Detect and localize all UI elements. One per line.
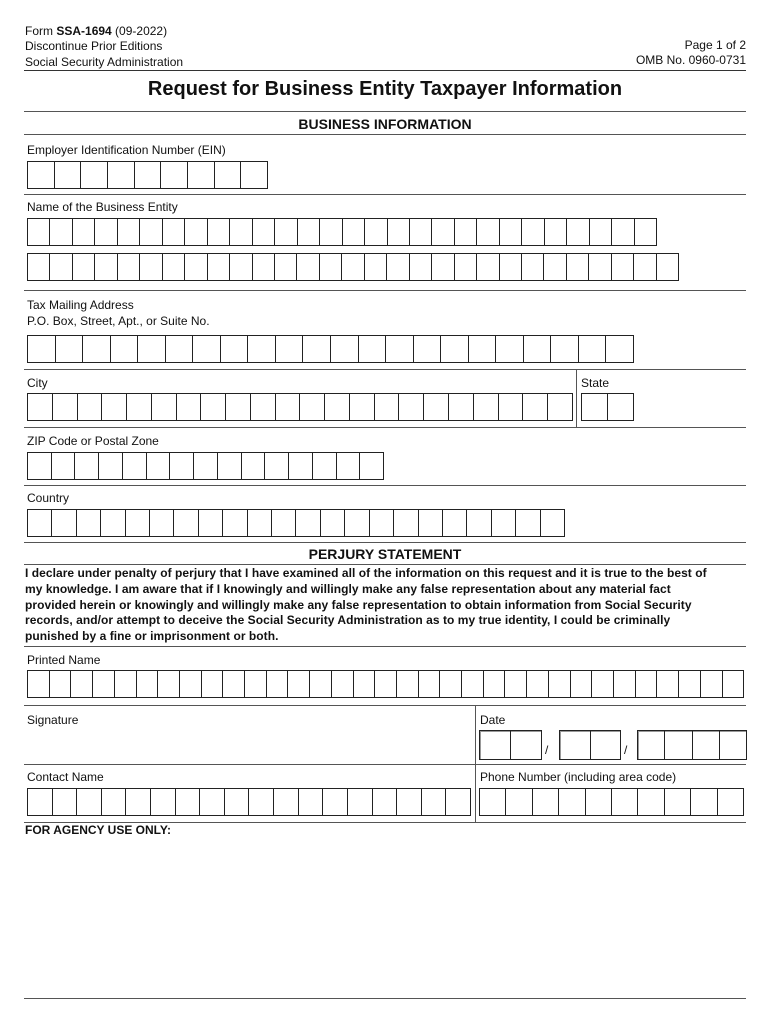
char-box[interactable] <box>446 789 470 815</box>
char-box[interactable] <box>99 453 123 479</box>
char-box[interactable] <box>95 219 117 245</box>
page-number: Page 1 of 2 <box>684 38 746 52</box>
char-box[interactable] <box>276 336 304 362</box>
char-box[interactable] <box>185 254 207 280</box>
address-divider <box>24 369 746 370</box>
char-box[interactable] <box>354 671 376 697</box>
char-box[interactable] <box>348 789 373 815</box>
char-box[interactable] <box>147 453 171 479</box>
char-box[interactable] <box>248 510 272 536</box>
char-box[interactable] <box>274 789 299 815</box>
char-box[interactable] <box>200 789 225 815</box>
char-box[interactable] <box>140 219 162 245</box>
char-box[interactable] <box>567 254 589 280</box>
char-box[interactable] <box>657 671 679 697</box>
char-box[interactable] <box>225 789 250 815</box>
char-box[interactable] <box>559 789 585 815</box>
char-box[interactable] <box>223 510 247 536</box>
char-box[interactable] <box>127 394 152 420</box>
perjury-line: punished by a fine or imprisonment or both. <box>25 629 279 644</box>
char-box[interactable] <box>152 394 177 420</box>
char-box[interactable] <box>638 789 664 815</box>
char-box[interactable] <box>691 789 717 815</box>
zip-input[interactable] <box>27 452 384 480</box>
char-box[interactable] <box>77 789 102 815</box>
address-sublabel: P.O. Box, Street, Apt., or Suite No. <box>27 314 210 328</box>
char-box[interactable] <box>589 254 611 280</box>
state-label: State <box>581 376 610 390</box>
char-box[interactable] <box>102 789 127 815</box>
char-box[interactable] <box>474 394 499 420</box>
omb-number: OMB No. 0960-0731 <box>635 53 746 67</box>
char-box[interactable] <box>150 510 174 536</box>
char-box[interactable] <box>548 394 572 420</box>
char-box[interactable] <box>492 510 516 536</box>
char-box[interactable] <box>276 394 301 420</box>
char-box[interactable] <box>386 336 414 362</box>
char-box[interactable] <box>505 671 527 697</box>
char-box[interactable] <box>101 510 125 536</box>
char-box[interactable] <box>332 671 354 697</box>
date-label: Date <box>480 713 506 727</box>
char-box[interactable] <box>394 510 418 536</box>
char-box[interactable] <box>410 219 432 245</box>
char-box[interactable] <box>50 254 72 280</box>
char-box[interactable] <box>551 336 579 362</box>
page-title: Request for Business Entity Taxpayer Information <box>147 78 623 100</box>
char-box[interactable] <box>118 254 140 280</box>
char-box[interactable] <box>28 789 53 815</box>
char-box[interactable] <box>123 453 147 479</box>
char-box[interactable] <box>71 671 93 697</box>
business-info-heading: BUSINESS INFORMATION <box>298 116 472 132</box>
char-box[interactable] <box>337 453 361 479</box>
char-box[interactable] <box>28 254 50 280</box>
perjury-line: provided herein or knowingly and willingly make any false representation to obtain information from Social Security <box>25 597 692 612</box>
char-box[interactable] <box>397 789 422 815</box>
char-box[interactable] <box>303 336 331 362</box>
char-box[interactable] <box>388 219 410 245</box>
country-input[interactable] <box>27 509 565 537</box>
city-divider <box>24 427 746 428</box>
char-box[interactable] <box>194 453 218 479</box>
title-divider <box>24 111 746 112</box>
char-box[interactable] <box>612 254 634 280</box>
char-box[interactable] <box>298 219 320 245</box>
char-box[interactable] <box>208 254 230 280</box>
footer-divider <box>24 998 746 999</box>
char-box[interactable] <box>251 394 276 420</box>
char-box[interactable] <box>215 162 242 188</box>
date-year-input[interactable] <box>637 730 747 760</box>
form-id <box>25 24 167 39</box>
printed-name-input[interactable] <box>27 670 744 698</box>
char-box[interactable] <box>56 336 84 362</box>
char-box[interactable] <box>50 671 72 697</box>
char-box[interactable] <box>360 453 383 479</box>
char-box[interactable] <box>267 671 289 697</box>
char-box[interactable] <box>115 671 137 697</box>
business-name-label: Name of the Business Entity <box>27 200 178 214</box>
business-name-input-row1[interactable] <box>27 218 657 246</box>
phone-input[interactable] <box>479 788 744 816</box>
perjury-heading: PERJURY STATEMENT <box>308 546 462 562</box>
char-box[interactable] <box>151 789 176 815</box>
char-box[interactable] <box>253 254 275 280</box>
char-box[interactable] <box>163 219 185 245</box>
char-box[interactable] <box>177 394 202 420</box>
char-box[interactable] <box>665 731 692 759</box>
char-box[interactable] <box>170 453 194 479</box>
char-box[interactable] <box>53 789 78 815</box>
char-box[interactable] <box>75 453 99 479</box>
char-box[interactable] <box>163 254 185 280</box>
char-box[interactable] <box>591 731 621 759</box>
char-box[interactable] <box>343 219 365 245</box>
char-box[interactable] <box>158 671 180 697</box>
agency-use-label: FOR AGENCY USE ONLY: <box>25 823 172 837</box>
char-box[interactable] <box>432 219 454 245</box>
char-box[interactable] <box>297 254 319 280</box>
char-box[interactable] <box>410 254 432 280</box>
char-box[interactable] <box>723 671 744 697</box>
business-name-input-row2[interactable] <box>27 253 679 281</box>
phone-label: Phone Number (including area code) <box>480 770 677 784</box>
char-box[interactable] <box>419 671 441 697</box>
char-box[interactable] <box>635 219 656 245</box>
char-box[interactable] <box>720 731 746 759</box>
char-box[interactable] <box>55 162 82 188</box>
char-box[interactable] <box>325 394 350 420</box>
char-box[interactable] <box>455 254 477 280</box>
contact-name-input[interactable] <box>27 788 471 816</box>
date-slash-1: / <box>545 743 549 757</box>
char-box[interactable] <box>350 394 375 420</box>
char-box[interactable] <box>77 510 101 536</box>
char-box[interactable] <box>527 671 549 697</box>
city-state-divider <box>576 369 577 427</box>
char-box[interactable] <box>524 336 552 362</box>
char-box[interactable] <box>300 394 325 420</box>
char-box[interactable] <box>199 510 223 536</box>
char-box[interactable] <box>614 671 636 697</box>
char-box[interactable] <box>449 394 474 420</box>
signature-label: Signature <box>27 713 79 727</box>
perjury-heading-divider <box>24 564 746 565</box>
country-divider <box>24 542 746 543</box>
char-box[interactable] <box>462 671 484 697</box>
char-box[interactable] <box>321 510 345 536</box>
char-box[interactable] <box>241 162 267 188</box>
char-box[interactable] <box>522 219 544 245</box>
char-box[interactable] <box>193 336 221 362</box>
char-box[interactable] <box>320 219 342 245</box>
char-box[interactable] <box>365 219 387 245</box>
date-month-input[interactable] <box>479 730 542 760</box>
date-day-input[interactable] <box>559 730 621 760</box>
char-box[interactable] <box>218 453 242 479</box>
state-input[interactable] <box>581 393 634 421</box>
char-box[interactable] <box>500 219 522 245</box>
char-box[interactable] <box>533 789 559 815</box>
char-box[interactable] <box>289 453 313 479</box>
header-divider <box>24 70 746 71</box>
discontinue-note: Discontinue Prior Editions <box>25 39 163 53</box>
char-box[interactable] <box>399 394 424 420</box>
char-box[interactable] <box>174 510 198 536</box>
char-box[interactable] <box>126 510 150 536</box>
char-box[interactable] <box>249 789 274 815</box>
char-box[interactable] <box>310 671 332 697</box>
char-box[interactable] <box>248 336 276 362</box>
char-box[interactable] <box>636 671 658 697</box>
date-slash-2: / <box>624 743 628 757</box>
printed-name-label: Printed Name <box>27 653 101 667</box>
char-box[interactable] <box>138 336 166 362</box>
char-box[interactable] <box>665 789 691 815</box>
country-label: Country <box>27 491 70 505</box>
char-box[interactable] <box>208 219 230 245</box>
ein-divider <box>24 194 746 195</box>
perjury-line: records, and/or attempt to deceive the Social Security Administration as to my true identity, I could be criminally <box>25 613 671 628</box>
char-box[interactable] <box>701 671 723 697</box>
char-box[interactable] <box>53 394 78 420</box>
city-label: City <box>27 376 48 390</box>
char-box[interactable] <box>342 254 364 280</box>
address-label: Tax Mailing Address <box>27 298 134 312</box>
char-box[interactable] <box>93 671 115 697</box>
char-box[interactable] <box>73 254 95 280</box>
char-box[interactable] <box>455 219 477 245</box>
char-box[interactable] <box>83 336 111 362</box>
zip-divider <box>24 485 746 486</box>
char-box[interactable] <box>331 336 359 362</box>
char-box[interactable] <box>359 336 387 362</box>
char-box[interactable] <box>323 789 348 815</box>
char-box[interactable] <box>424 394 449 420</box>
char-box[interactable] <box>265 453 289 479</box>
char-box[interactable] <box>118 219 140 245</box>
char-box[interactable] <box>108 162 135 188</box>
char-box[interactable] <box>516 510 540 536</box>
char-box[interactable] <box>373 789 398 815</box>
char-box[interactable] <box>320 254 342 280</box>
char-box[interactable] <box>28 510 52 536</box>
char-box[interactable] <box>345 510 369 536</box>
char-box[interactable] <box>230 219 252 245</box>
char-box[interactable] <box>28 336 56 362</box>
char-box[interactable] <box>567 219 589 245</box>
char-box[interactable] <box>511 731 541 759</box>
signature-field[interactable] <box>27 730 467 760</box>
char-box[interactable] <box>126 789 151 815</box>
char-box[interactable] <box>221 336 249 362</box>
char-box[interactable] <box>370 510 394 536</box>
char-box[interactable] <box>477 219 499 245</box>
char-box[interactable] <box>52 510 76 536</box>
char-box[interactable] <box>612 219 634 245</box>
printed-name-divider <box>24 705 746 706</box>
char-box[interactable] <box>657 254 678 280</box>
char-box[interactable] <box>201 394 226 420</box>
char-box[interactable] <box>140 254 162 280</box>
char-box[interactable] <box>78 394 103 420</box>
char-box[interactable] <box>223 671 245 697</box>
char-box[interactable] <box>52 453 76 479</box>
char-box[interactable] <box>188 162 215 188</box>
char-box[interactable] <box>253 219 275 245</box>
perjury-statement <box>25 566 745 645</box>
char-box[interactable] <box>549 671 571 697</box>
char-box[interactable] <box>500 254 522 280</box>
contact-name-label: Contact Name <box>27 770 104 784</box>
char-box[interactable] <box>586 789 612 815</box>
char-box[interactable] <box>545 219 567 245</box>
char-box[interactable] <box>443 510 467 536</box>
business-heading-divider <box>24 134 746 135</box>
char-box[interactable] <box>166 336 194 362</box>
agency-name: Social Security Administration <box>25 55 184 69</box>
char-box[interactable] <box>440 671 462 697</box>
char-box[interactable] <box>571 671 593 697</box>
char-box[interactable] <box>679 671 701 697</box>
perjury-line: my knowledge. I am aware that if I knowingly and willingly make any false representation about any material fact <box>25 581 671 596</box>
char-box[interactable] <box>137 671 159 697</box>
char-box[interactable] <box>296 510 320 536</box>
char-box[interactable] <box>612 789 638 815</box>
char-box[interactable] <box>185 219 207 245</box>
char-box[interactable] <box>397 671 419 697</box>
char-box[interactable] <box>50 219 72 245</box>
char-box[interactable] <box>272 510 296 536</box>
char-box[interactable] <box>245 671 267 697</box>
char-box[interactable] <box>419 510 443 536</box>
char-box[interactable] <box>608 394 633 420</box>
char-box[interactable] <box>230 254 252 280</box>
char-box[interactable] <box>135 162 162 188</box>
char-box[interactable] <box>73 219 95 245</box>
char-box[interactable] <box>579 336 607 362</box>
char-box[interactable] <box>275 219 297 245</box>
char-box[interactable] <box>299 789 324 815</box>
char-box[interactable] <box>102 394 127 420</box>
char-box[interactable] <box>477 254 499 280</box>
char-box[interactable] <box>541 510 564 536</box>
char-box[interactable] <box>81 162 108 188</box>
char-box[interactable] <box>313 453 337 479</box>
char-box[interactable] <box>693 731 720 759</box>
perjury-line: I declare under penalty of perjury that I have examined all of the information on this request and it is true to the best of <box>25 566 707 580</box>
ein-label: Employer Identification Number (EIN) <box>27 143 226 157</box>
char-box[interactable] <box>28 671 50 697</box>
form-number: SSA-1694 <box>56 24 112 38</box>
char-box[interactable] <box>506 789 532 815</box>
char-box[interactable] <box>288 671 310 697</box>
char-box[interactable] <box>718 789 743 815</box>
char-box[interactable] <box>161 162 188 188</box>
char-box[interactable] <box>590 219 612 245</box>
char-box[interactable] <box>28 219 50 245</box>
char-box[interactable] <box>560 731 591 759</box>
name-divider <box>24 290 746 291</box>
char-box[interactable] <box>544 254 566 280</box>
char-box[interactable] <box>522 254 544 280</box>
char-box[interactable] <box>375 671 397 697</box>
char-box[interactable] <box>469 336 497 362</box>
char-box[interactable] <box>414 336 442 362</box>
zip-label: ZIP Code or Postal Zone <box>27 434 159 448</box>
char-box[interactable] <box>28 453 52 479</box>
form-prefix: Form <box>25 24 57 38</box>
char-box[interactable] <box>496 336 524 362</box>
char-box[interactable] <box>499 394 524 420</box>
char-box[interactable] <box>441 336 469 362</box>
char-box[interactable] <box>176 789 201 815</box>
signature-divider <box>24 764 746 765</box>
char-box[interactable] <box>387 254 409 280</box>
char-box[interactable] <box>28 394 53 420</box>
char-box[interactable] <box>480 789 506 815</box>
char-box[interactable] <box>226 394 251 420</box>
char-box[interactable] <box>480 731 511 759</box>
form-date: (09-2022) <box>111 24 168 38</box>
char-box[interactable] <box>432 254 454 280</box>
char-box[interactable] <box>242 453 266 479</box>
char-box[interactable] <box>111 336 139 362</box>
char-box[interactable] <box>582 394 608 420</box>
ein-input[interactable] <box>27 161 268 189</box>
char-box[interactable] <box>365 254 387 280</box>
char-box[interactable] <box>422 789 447 815</box>
address-input[interactable] <box>27 335 634 363</box>
city-input[interactable] <box>27 393 573 421</box>
perjury-divider <box>24 646 746 647</box>
char-box[interactable] <box>606 336 633 362</box>
char-box[interactable] <box>95 254 117 280</box>
char-box[interactable] <box>180 671 202 697</box>
char-box[interactable] <box>484 671 506 697</box>
char-box[interactable] <box>375 394 400 420</box>
char-box[interactable] <box>592 671 614 697</box>
char-box[interactable] <box>638 731 665 759</box>
char-box[interactable] <box>467 510 491 536</box>
char-box[interactable] <box>28 162 55 188</box>
char-box[interactable] <box>634 254 656 280</box>
char-box[interactable] <box>523 394 548 420</box>
char-box[interactable] <box>275 254 297 280</box>
char-box[interactable] <box>202 671 224 697</box>
